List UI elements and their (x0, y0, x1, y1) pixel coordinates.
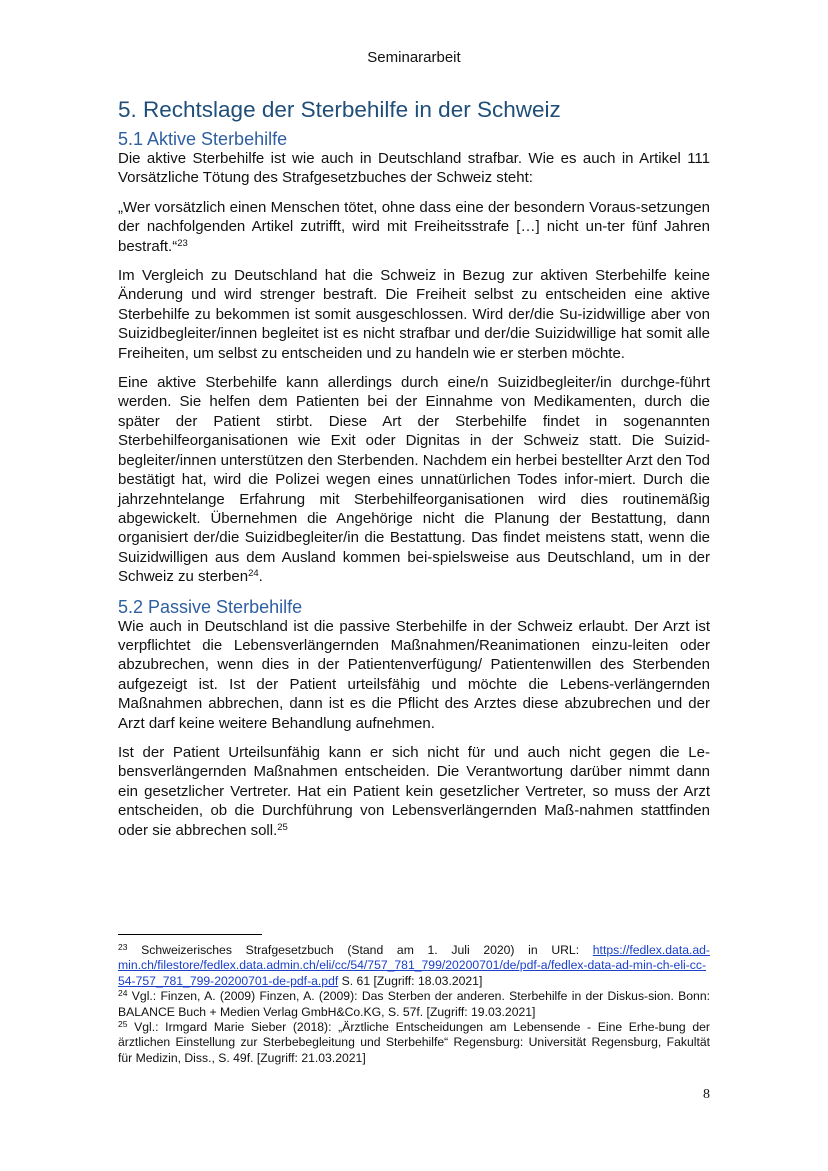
paragraph-text: Im Vergleich zu Deutschland hat die Schweiz in Bezug zur aktiven Sterbehilfe keine Änderung und wird strenger bestraft. Die Freiheit selbst zu entscheiden eine aktive Sterbehilfe zu bekommen ist somit ausgeschlossen. Wird der/die Su-izidwillige aber von Suizidbegleiter/innen begleitet ist es nicht strafbar und der/die Suizidwillige hat somit alle Freiheiten, um selbst zu entscheiden und zu handeln wie er sterben möchte. (118, 267, 710, 362)
paragraph-comparison (118, 266, 710, 363)
footnotes (118, 943, 710, 1066)
footnote-ref-24[interactable]: 24 (248, 568, 259, 580)
paragraph-text: Wie auch in Deutschland ist die passive Sterbehilfe in der Schweiz erlaubt. Der Arzt ist verpflichtet die Lebensverlängernden Maßnahmen/Reanimationen einzu-leiten oder abzubrechen, wenn dies in der Patientenverfügung/ Patientenwillen des Sterbenden aufgezeigt ist. Ist der Patient urteilsfähig und möchte die Lebens-verlängernden Maßnahmen abbrechen, dann ist es die Pflicht des Arztes diese abzubrechen und der Arzt darf keine weitere Behandlung aufnehmen. (118, 617, 710, 732)
paragraph-incapable (118, 743, 710, 840)
main-content (118, 94, 710, 840)
footnote-ref-23[interactable]: 23 (177, 237, 188, 249)
footnote-text: Vgl.: Finzen, A. (2009) Finzen, A. (2009): Das Sterben der anderen. Sterbehilfe in der Diskus-sion. Bonn: BALANCE Buch + Medien Verlag GmbH&Co.KG, S. 57f. [Zugriff: 19.03.2021] (118, 989, 710, 1019)
paragraph-end: . (258, 568, 263, 586)
quote-paragraph (118, 198, 710, 256)
footnote-25 (118, 1020, 710, 1066)
footnote-number: 23 (118, 942, 128, 952)
section-heading: 5. Rechtslage der Sterbehilfe in der Schweiz (118, 97, 561, 122)
footnote-number: 25 (118, 1019, 128, 1030)
paragraph-passive (118, 617, 710, 733)
footnote-24 (118, 989, 710, 1020)
paragraph-text: Eine aktive Sterbehilfe kann allerdings durch eine/n Suizidbegleiter/in durchge-führt werden. Sie helfen dem Patienten bei der Einnahme von Medikamenten, durch die später der Patient stirbt. Diese Art der Sterbehilfe findet in sogenannten Sterbehilfeorganisationen wie Exit oder Dignitas in der Schweiz statt. Die Suizid-begleiter/innen unterstützen den Sterbenden. Nachdem ein herbei bestellter Arzt den Tod bestätigt hat, wird die Polizei wegen eines unnatürlichen Todes infor-miert. Durch die jahrzehntelange Erfahrung mit Sterbehilfeorganisationen wird dies routinemäßig abgewickelt. Übernehmen die Angehörige nicht die Planung der Bestattung, dann organisiert der/die Suizidbegleiter/in die Bestattung. Das findet meistens statt, wenn die Suizidwilligen aus dem Ausland kommen bei-spielsweise aus Deutschland, um in der Schweiz zu sterben (118, 374, 710, 586)
paragraph-text: Die aktive Sterbehilfe ist wie auch in Deutschland strafbar. Wie es auch in Artikel 111 Vorsätzliche Tötung des Strafgesetzbuches der Schweiz steht: (118, 150, 710, 187)
paragraph-intro (118, 149, 710, 188)
subsection-heading-passive: 5.2 Passive Sterbehilfe (118, 596, 303, 617)
quote-text: „Wer vorsätzlich einen Menschen tötet, ohne dass eine der besondern Voraus-setzungen der nachfolgenden Artikel zutrifft, wird mit Freiheitsstrafe […] nicht un-ter fünf Jahren bestraft.“ (118, 198, 710, 255)
footnote-number: 24 (118, 988, 128, 999)
footnote-divider (118, 934, 262, 935)
footnote-link[interactable]: https://fedlex.data.ad-min.ch/filestore/fedlex.data.admin.ch/eli/cc/54/757_781_799/20200701/de/pdf-a/fedlex-data-ad-min-ch-eli-cc-54-757_781_799-20200701-de-pdf-a.pdf (118, 943, 710, 988)
subsection-heading-active: 5.1 Aktive Sterbehilfe (118, 129, 288, 149)
footnote-ref-25[interactable]: 25 (277, 821, 288, 833)
footnote-text: Vgl.: Irmgard Marie Sieber (2018): „Ärztliche Entscheidungen am Lebensende - Eine Erhe-bung der ärztlichen Einstellung zur Sterbebegleitung und Sterbehilfe“ Regensburg: Universität Regensburg, Fakultät für Medizin, Diss., S. 49f. [Zugriff: 21.03.2021] (118, 1020, 710, 1065)
page-number: 8 (703, 1087, 710, 1102)
footnote-text: Schweizerisches Strafgesetzbuch (Stand am 1. Juli 2020) in URL: (127, 943, 593, 957)
paragraph-suicide-assistance (118, 373, 710, 586)
footnote-23 (118, 943, 710, 989)
paragraph-text: Ist der Patient Urteilsunfähig kann er sich nicht für und auch nicht gegen die Le-bensverlängernden Maßnahmen entscheiden. Die Verantwortung darüber nimmt dann ein gesetzlicher Vertreter. Hat ein Patient kein gesetzlicher Vertreter, so muss der Arzt entscheiden, ob die Durchführung von Lebensverlängernden Maß-nahmen stattfinden oder sie abbrechen soll. (118, 743, 710, 839)
footnote-text: S. 61 [Zugriff: 18.03.2021] (338, 973, 483, 988)
running-header: Seminararbeit (367, 49, 461, 66)
